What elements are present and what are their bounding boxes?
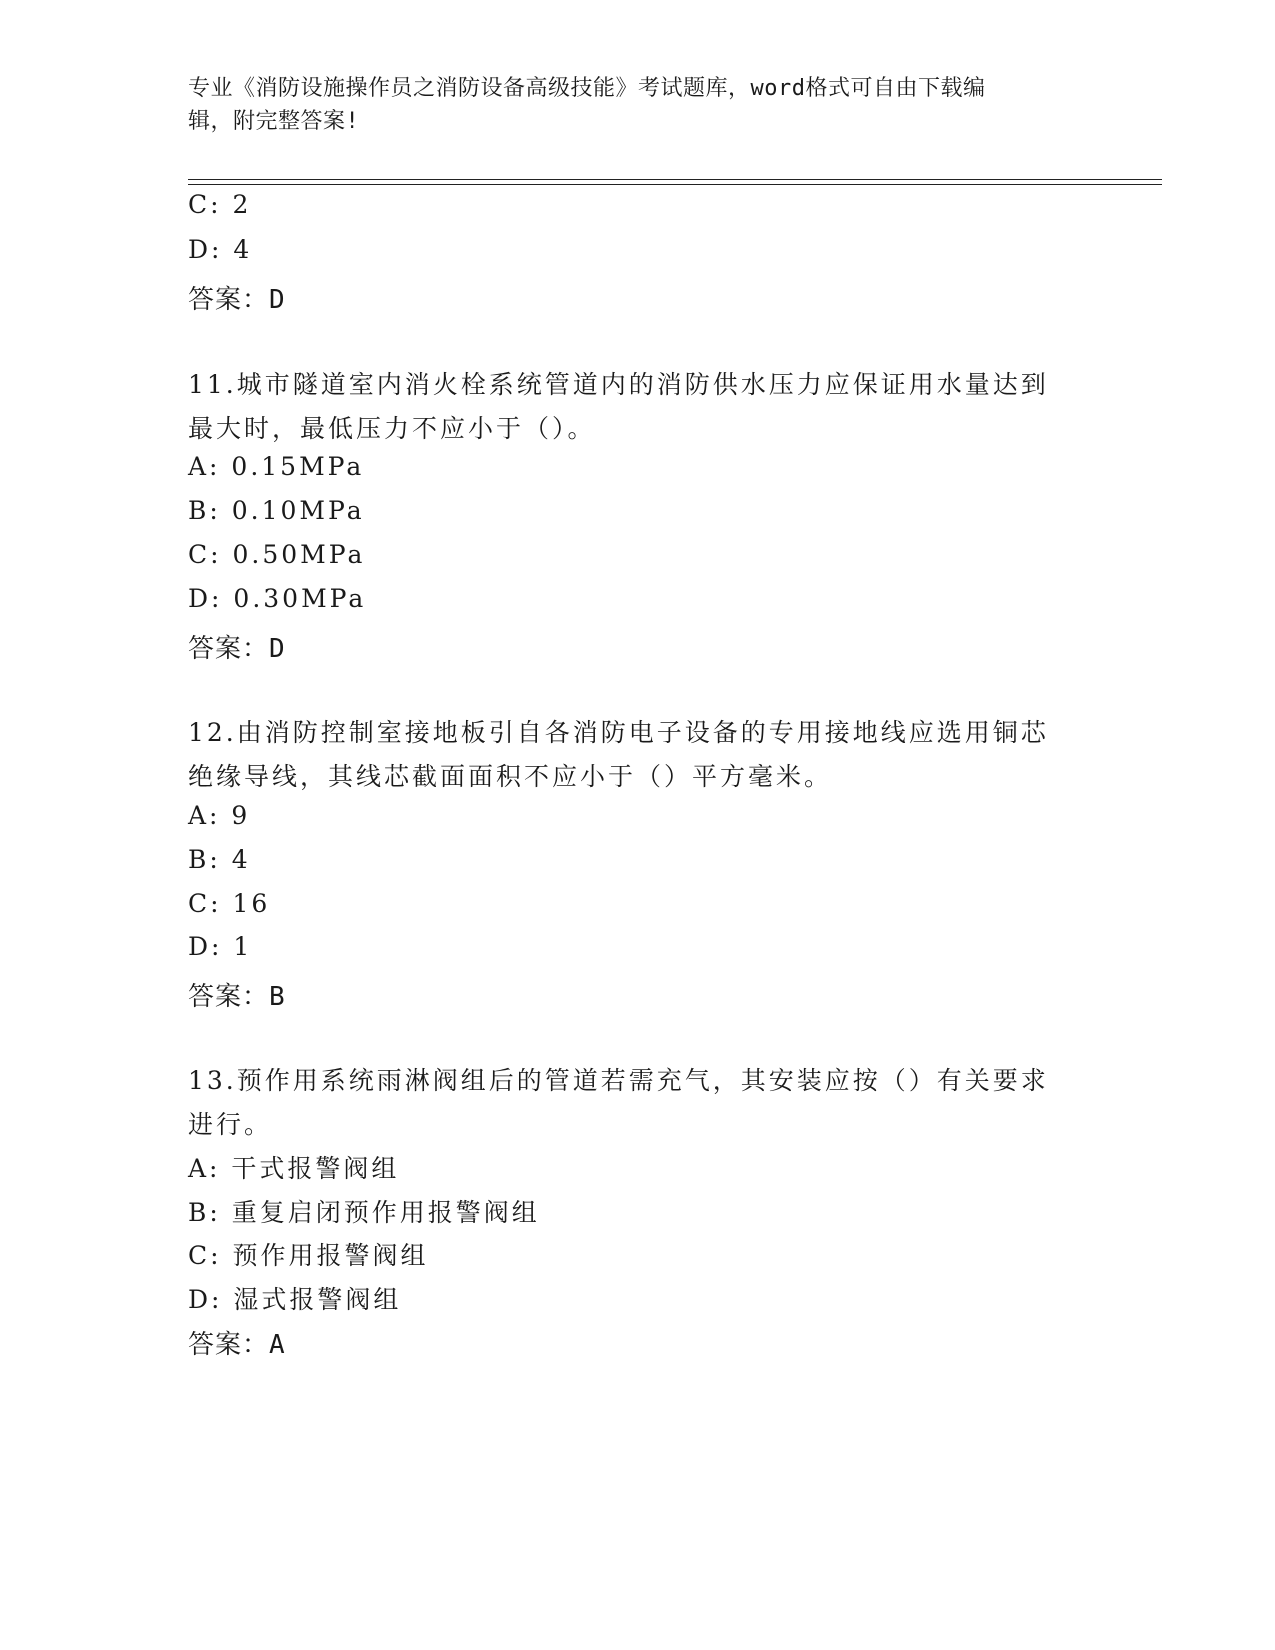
option-a: A: 9	[188, 801, 251, 830]
header-divider	[188, 179, 1162, 185]
option-c: C: 16	[188, 889, 271, 918]
header-line-2: 辑，附完整答案!	[188, 109, 360, 134]
option-d: D: 1	[188, 932, 253, 961]
option-b: B: 4	[188, 845, 251, 874]
option-b: B: 重复启闭预作用报警阀组	[188, 1198, 540, 1227]
question-stem: 12.由消防控制室接地板引自各消防电子设备的专用接地线应选用铜芯	[188, 718, 1049, 747]
answer-line: 答案：A	[188, 1330, 286, 1360]
option-c: C: 预作用报警阀组	[188, 1241, 429, 1270]
question-stem: 进行。	[188, 1110, 273, 1139]
option-c: C: 2	[188, 190, 252, 219]
question-stem: 绝缘导线，其线芯截面面积不应小于（）平方毫米。	[188, 762, 833, 791]
answer-line: 答案：B	[188, 982, 286, 1012]
option-d: D: 0.30MPa	[188, 584, 367, 613]
option-d: D: 湿式报警阀组	[188, 1285, 402, 1314]
question-stem: 最大时，最低压力不应小于（）。	[188, 414, 596, 443]
answer-line: 答案：D	[188, 285, 286, 315]
option-b: B: 0.10MPa	[188, 496, 365, 525]
document-header	[188, 72, 1078, 138]
option-d: D: 4	[188, 235, 253, 264]
answer-line: 答案：D	[188, 634, 286, 664]
question-stem: 11.城市隧道室内消火栓系统管道内的消防供水压力应保证用水量达到	[188, 370, 1049, 399]
option-c: C: 0.50MPa	[188, 540, 366, 569]
header-line-1: 专业《消防设施操作员之消防设备高级技能》考试题库，word格式可自由下载编	[188, 76, 986, 101]
option-a: A: 干式报警阀组	[188, 1154, 400, 1183]
question-stem: 13.预作用系统雨淋阀组后的管道若需充气，其安装应按（）有关要求	[188, 1066, 1049, 1095]
option-a: A: 0.15MPa	[188, 452, 365, 481]
